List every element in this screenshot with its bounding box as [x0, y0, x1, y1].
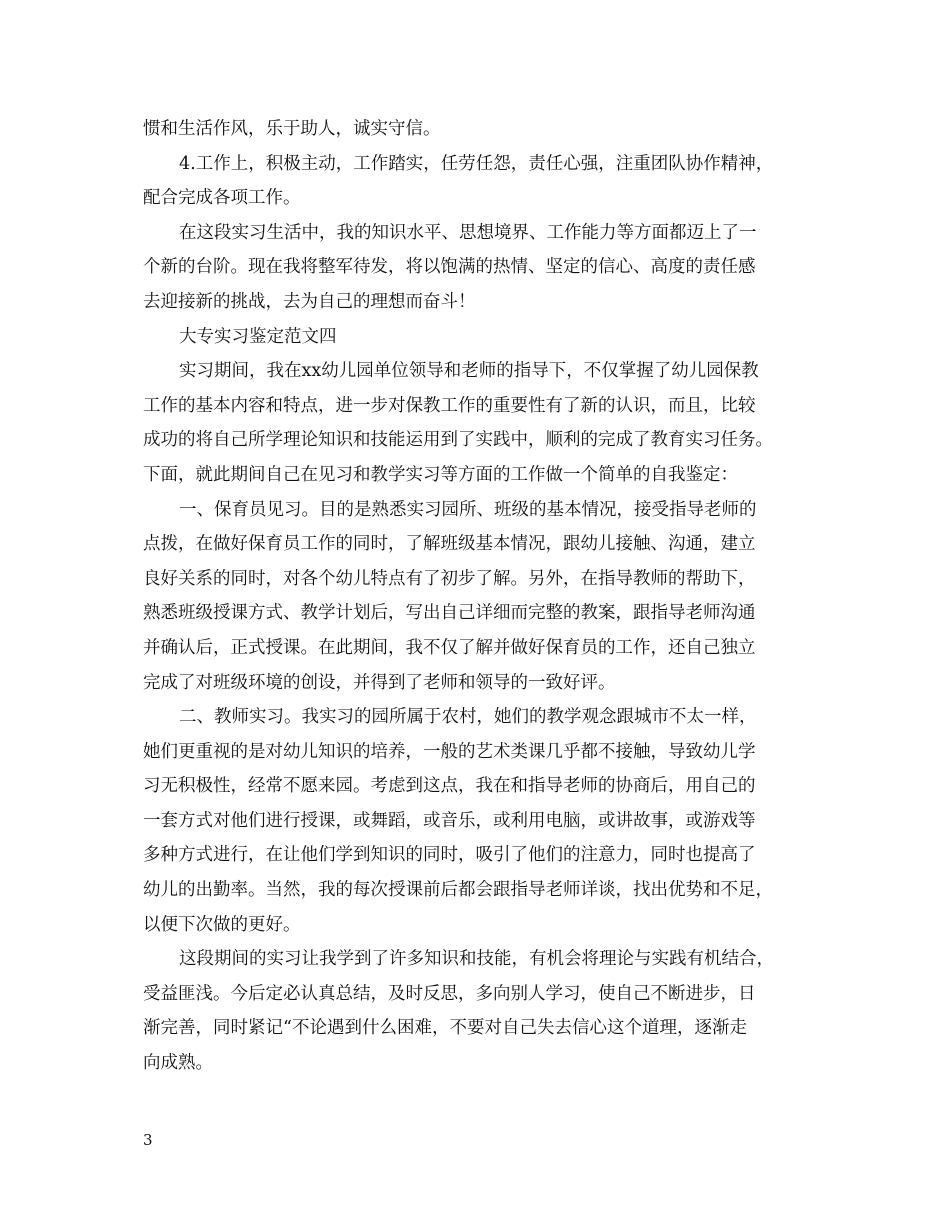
- text-line: 渐完善，同时紧记“不论遇到什么困难，不要对自己失去信心这个道理，逐渐走: [143, 1018, 747, 1039]
- text-line: 幼儿的出勤率。当然，我的每次授课前后都会跟指导老师详谈，找出优势和不足，: [143, 880, 773, 901]
- text-line: 配合完成各项工作。: [143, 188, 301, 209]
- text-line: 以便下次做的更好。: [143, 914, 301, 935]
- paragraph-conclusion-start: 这段期间的实习让我学到了许多知识和技能，有机会将理论与实践有机结合，: [179, 949, 774, 970]
- text-line: 点拨，在做好保育员工作的同时，了解班级基本情况，跟幼儿接触、沟通，建立: [143, 534, 756, 555]
- text-line: 受益匪浅。今后定必认真总结，及时反思，多向别人学习，使自己不断进步，日: [143, 983, 756, 1004]
- text-line: 一套方式对他们进行授课，或舞蹈，或音乐，或利用电脑，或讲故事，或游戏等: [143, 810, 756, 831]
- document-body: [143, 112, 833, 1081]
- paragraph-intro-start: 实习期间，我在xx幼儿园单位领导和老师的指导下，不仅掌握了幼儿园保教: [179, 361, 759, 382]
- paragraph-nursery-start: 一、保育员见习。目的是熟悉实习园所、班级的基本情况，接受指导老师的: [179, 499, 757, 520]
- text-line: 良好关系的同时，对各个幼儿特点有了初步了解。另外，在指导教师的帮助下，: [143, 568, 756, 589]
- text-line: 多种方式进行，在让他们学到知识的同时，吸引了他们的注意力，同时也提高了: [143, 845, 756, 866]
- page-number: 3: [143, 1131, 153, 1149]
- paragraph-teacher-start: 二、教师实习。我实习的园所属于农村，她们的教学观念跟城市不太一样，: [179, 707, 757, 728]
- text-line: 去迎接新的挑战，去为自己的理想而奋斗！: [143, 291, 476, 312]
- text-line: 完成了对班级环境的创设，并得到了老师和领导的一致好评。: [143, 672, 616, 693]
- text-line: 熟悉班级授课方式、教学计划后，写出自己详细而完整的教案，跟指导老师沟通: [143, 603, 756, 624]
- text-line: 习无积极性，经常不愿来园。考虑到这点，我在和指导老师的协商后，用自己的: [143, 776, 756, 797]
- text-line: 向成熟。: [143, 1053, 213, 1074]
- text-line: 她们更重视的是对幼儿知识的培养，一般的艺术类课几乎都不接触，导致幼儿学: [143, 741, 756, 762]
- text-line: 并确认后，正式授课。在此期间，我不仅了解并做好保育员的工作，还自己独立: [143, 637, 756, 658]
- text-line: 下面，就此期间自己在见习和教学实习等方面的工作做一个简单的自我鉴定：: [143, 464, 738, 485]
- text-line: 惯和生活作风，乐于助人，诚实守信。: [143, 119, 441, 139]
- text-line: 成功的将自己所学理论知识和技能运用到了实践中，顺利的完成了教育实习任务。: [143, 430, 773, 451]
- text-line: 工作的基本内容和特点，进一步对保教工作的重要性有了新的认识，而且，比较: [143, 395, 756, 416]
- paragraph-item-4-start: 4.工作上，积极主动，工作踏实，任劳任怨，责任心强，注重团队协作精神，: [179, 153, 774, 174]
- paragraph-summary-start: 在这段实习生活中，我的知识水平、思想境界、工作能力等方面都迈上了一: [179, 222, 757, 243]
- section-heading: 大专实习鉴定范文四: [179, 326, 337, 347]
- text-line: 个新的台阶。现在我将整军待发，将以饱满的热情、坚定的信心、高度的责任感: [143, 257, 756, 278]
